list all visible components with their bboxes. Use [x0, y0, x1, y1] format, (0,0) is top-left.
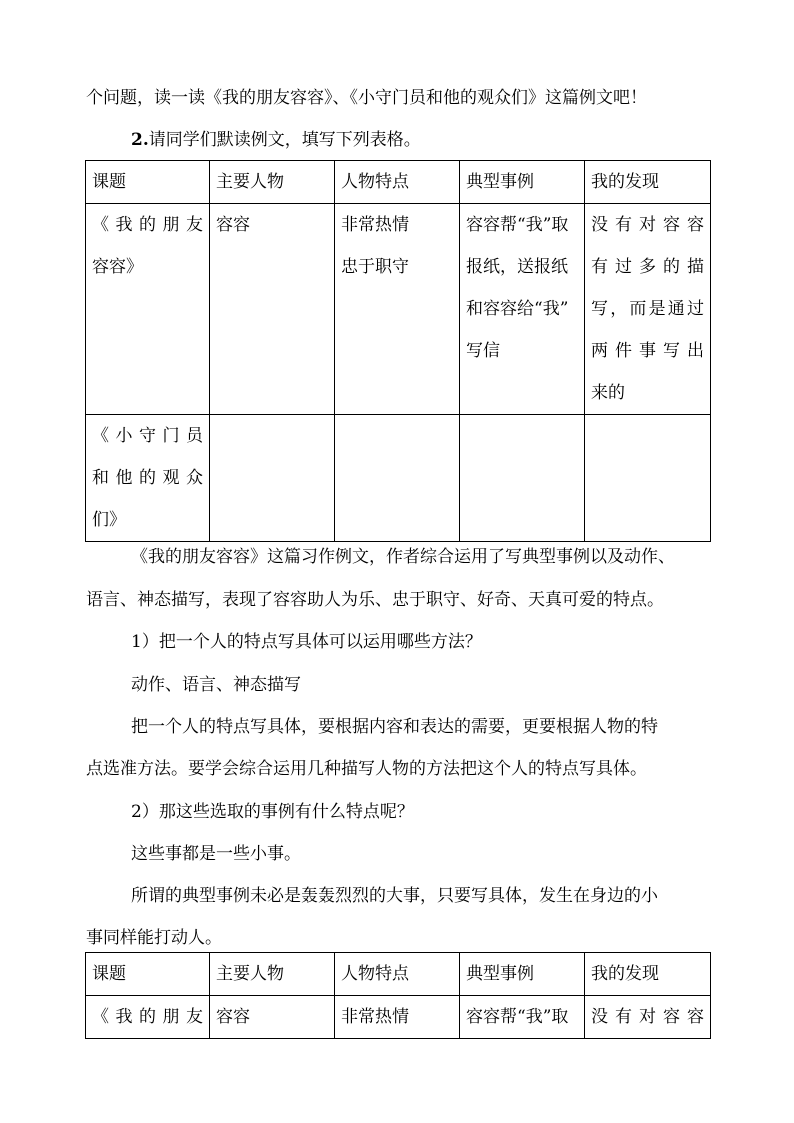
traits-cell — [335, 204, 460, 415]
intro-line: 个问题，读一读《我的朋友容容》、《小守门员和他的观众们》这篇例文吧！ — [86, 88, 647, 108]
task-number: 2. — [131, 130, 149, 150]
header-cell: 主要人物 — [210, 953, 335, 996]
cell-line: 来的 — [591, 383, 625, 403]
traits-cell — [335, 415, 460, 542]
header-cell: 典型事例 — [460, 161, 585, 204]
title-cell — [86, 415, 210, 542]
header-cell: 课题 — [86, 953, 210, 996]
traits-cell: 非常热情 — [335, 996, 460, 1039]
title-cell — [86, 996, 210, 1039]
paragraph-line: 点选准方法。要学会综合运用几种描写人物的方法把这个人的特点写具体。 — [86, 759, 647, 779]
paragraph-line: 把一个人的特点写具体，要根据内容和表达的需要，更要根据人物的特 — [131, 717, 658, 737]
paragraph-line: 所谓的典型事例未必是轰轰烈烈的大事，只要写具体，发生在身边的小 — [131, 886, 658, 906]
table-header-row — [86, 953, 711, 996]
person-cell — [210, 415, 335, 542]
cell-line: 们》 — [92, 510, 126, 530]
cell-line: 《我的朋友 — [92, 215, 203, 235]
cell-line: 《我的朋友 — [92, 1007, 203, 1027]
cell-line: 容容帮“我”取 — [466, 215, 569, 235]
paragraph-line: 《我的朋友容容》这篇习作例文，作者综合运用了写典型事例以及动作、 — [131, 547, 675, 567]
task-instruction — [131, 128, 710, 152]
table-row — [86, 204, 711, 415]
cell-line: 写信 — [466, 341, 500, 361]
header-cell: 主要人物 — [210, 161, 335, 204]
cell-line: 有过多的描 — [591, 257, 704, 277]
header-cell: 我的发现 — [585, 161, 711, 204]
question-2: 2）那这些选取的事例有什么特点呢？ — [131, 802, 414, 822]
answer-2: 这些事都是一些小事。 — [131, 844, 301, 864]
events-cell: 容容帮“我”取 — [460, 996, 585, 1039]
answer-1: 动作、语言、神态描写 — [131, 675, 301, 695]
cell-line: 报纸，送报纸 — [466, 257, 568, 277]
table-row — [86, 996, 711, 1039]
cell-line: 没有对容容 — [591, 1007, 704, 1027]
person-cell: 容容 — [210, 996, 335, 1039]
paragraph-line: 语言、神态描写，表现了容容助人为乐、忠于职守、好奇、天真可爱的特点。 — [86, 590, 664, 610]
cell-line: 容容 — [216, 215, 250, 235]
events-cell — [460, 204, 585, 415]
findings-cell — [585, 204, 711, 415]
events-cell — [460, 415, 585, 542]
cell-line: 和他的观众 — [92, 468, 203, 488]
cell-line: 《小守门员 — [92, 426, 203, 446]
title-cell — [86, 204, 210, 415]
person-cell — [210, 204, 335, 415]
header-cell: 课题 — [86, 161, 210, 204]
cell-line: 容容》 — [92, 257, 143, 277]
findings-cell — [585, 415, 711, 542]
header-cell: 我的发现 — [585, 953, 711, 996]
table-row — [86, 415, 711, 542]
table-1 — [85, 160, 711, 542]
question-1: 1）把一个人的特点写具体可以运用哪些方法？ — [131, 632, 482, 652]
cell-line: 非常热情 — [341, 215, 409, 235]
cell-line: 忠于职守 — [341, 257, 409, 277]
header-cell: 人物特点 — [335, 161, 460, 204]
cell-line: 没有对容容 — [591, 215, 704, 235]
paragraph-line: 事同样能打动人。 — [86, 928, 222, 948]
cell-line: 两件事写出 — [591, 341, 704, 361]
findings-cell — [585, 996, 711, 1039]
table-2 — [85, 952, 711, 1039]
header-cell: 人物特点 — [335, 953, 460, 996]
header-cell: 典型事例 — [460, 953, 585, 996]
cell-line: 写，而是通过 — [591, 299, 704, 319]
table-header-row — [86, 161, 711, 204]
cell-line: 和容容给“我” — [466, 299, 569, 319]
task-text: 请同学们默读例文，填写下列表格。 — [148, 130, 421, 150]
